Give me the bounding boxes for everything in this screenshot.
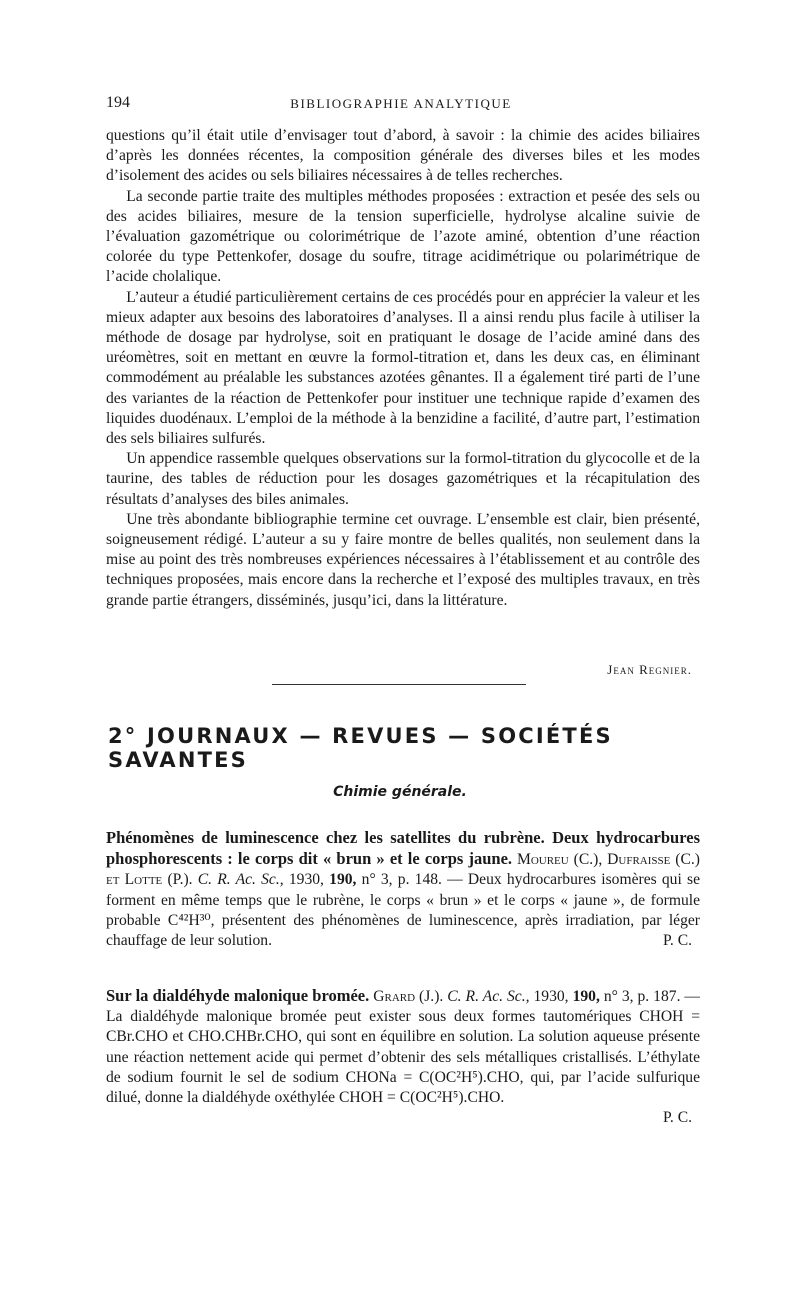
- article-authors: Grard (J.).: [373, 988, 444, 1005]
- abstract-text: n° 3, p. 187. — La dialdéhyde malonique bromée peut exister sous deux formes tautomériques CHOH = CBr.CHO et CHO.CHBr.CHO, qui sont en équilibre en solution. La solution aqueuse présente une réaction nettement acide qui permet d’obtenir des sels métalliques cristallisés. L’éthylate de sodium fournit le sel de sodium CHONa = C(OC²H⁵).CHO, qui, par l’acide sulfurique dilué, donne la dialdéhyde oxéthylée CHOH = C(OC²H⁵).CHO.: [106, 988, 701, 1107]
- abstract-initials: P. C.: [662, 932, 692, 950]
- review-paragraph: questions qu’il était utile d’envisager tout d’abord, à savoir : la chimie des acides biliaires d’après les données récentes, la composition générale des diverses biles et les modes d’isolement des acides ou sels biliaires nécessaires à de telles recherches.: [106, 127, 700, 185]
- review-text: [106, 126, 700, 611]
- citation-year: 1930,: [288, 871, 324, 889]
- review-paragraph: La seconde partie traite des multiples méthodes proposées : extraction et pesée des sels ou des acides biliaires, mesure de la tension superficielle, hydrolyse alcaline suivie de l’évaluation gazométrique ou colorimétrique de l’azote aminé, obtention d’une réaction colorée du type Pettenkofer, dosage du soufre, titrage acidimétrique ou polarimétrique de l’acide cholalique.: [106, 187, 700, 286]
- citation-year: 1930,: [533, 988, 569, 1005]
- section-title: 2° JOURNAUX — REVUES — SOCIÉTÉS SAVANTES: [108, 724, 613, 772]
- article-title: Phénomènes de luminescence chez les satellites du rubrène. Deux hydrocarbures phosphorescents : le corps dit « brun » et le corps jaune.: [106, 828, 700, 869]
- review-paragraph: Un appendice rassemble quelques observations sur la formol-titration du glycocolle et de la taurine, des tables de réduction pour les dosages gazométriques et la récapitulation des résultats d’analyses des biles animales.: [106, 450, 700, 508]
- running-title: BIBLIOGRAPHIE ANALYTIQUE: [290, 96, 512, 111]
- subsection-title: Chimie générale.: [333, 784, 467, 800]
- review-paragraph: L’auteur a étudié particulièrement certains de ces procédés pour en apprécier la valeur et les mieux adapter aux besoins des laboratoires d’analyses. Il a ainsi rendu plus facile à utiliser la méthode de dosage par hydrolyse, soit en pratiquant le dosage de l’acide aminé dans des uréomètres, soit en mettant en œuvre la formol-titration et, dans les deux cas, en éliminant commodément au préalable les substances azotées gênantes. Il a également tiré parti de l’une des variantes de la réaction de Pettenkofer pour instituer une technique rapide d’examen des liquides duodénaux. L’emploi de la méthode à la benzidine a facilité, d’autre part, l’estimation des sels biliaires sulfurés.: [106, 288, 700, 448]
- abstract-entry: [106, 828, 700, 951]
- review-signature: Jean Regnier.: [607, 662, 692, 677]
- article-title: Sur la dialdéhyde malonique bromée.: [106, 986, 370, 1005]
- citation-volume: 190,: [572, 988, 600, 1005]
- abstract-entry: [106, 986, 700, 1128]
- page-header: [106, 94, 696, 116]
- journal-name: C. R. Ac. Sc.,: [197, 871, 284, 889]
- page-number: 194: [106, 94, 130, 111]
- abstract-body: [106, 986, 700, 1108]
- section-divider: [272, 684, 526, 685]
- abstract-initials: P. C.: [662, 1109, 692, 1127]
- article-authors: Moureu (C.), Dufraisse (C.) et Lotte (P.).: [106, 851, 700, 889]
- journal-name: C. R. Ac. Sc.,: [447, 988, 530, 1005]
- abstract-text: n° 3, p. 148. — Deux hydrocarbures isomères qui se forment en même temps que le rubrène, le corps « brun » et le corps « jaune », de formule probable C⁴²H³⁰, présentent des phénomènes de luminescence, après irradiation, par léger chauffage de leur solution.: [106, 871, 700, 950]
- citation-volume: 190,: [329, 871, 357, 889]
- review-paragraph: Une très abondante bibliographie termine cet ouvrage. L’ensemble est clair, bien présenté, soigneusement rédigé. L’auteur a su y faire montre de belles qualités, non seulement dans la mise au point des très nombreuses expériences nécessaires à l’établissement et au contrôle des techniques proposées, mais encore dans la recherche et l’exposé des multiples travaux, en très grande partie étrangers, disséminés, jusqu’ici, dans la littérature.: [106, 510, 700, 609]
- abstract-body: [106, 828, 700, 951]
